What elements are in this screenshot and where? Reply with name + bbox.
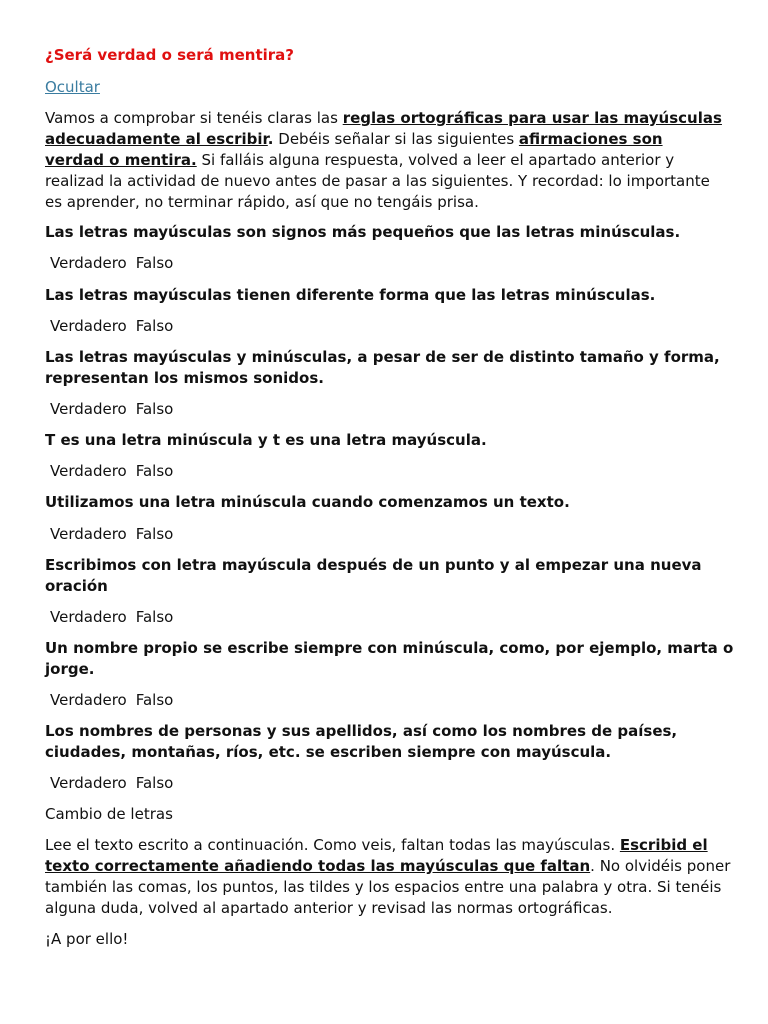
hide-link[interactable]: Ocultar xyxy=(45,78,100,96)
answer-false-7[interactable]: Falso xyxy=(135,691,174,709)
instructions-text-1: Lee el texto escrito a continuación. Como veis, faltan todas las mayúsculas. xyxy=(45,836,620,854)
question-3: Las letras mayúsculas y minúsculas, a pesar de ser de distinto tamaño y forma, representan los mismos sonidos. xyxy=(45,348,720,387)
instructions-bold-text: Escribid el texto correctamente añadiendo todas las mayúsculas que faltan xyxy=(45,836,708,875)
answers-6 xyxy=(50,607,173,627)
answers-8 xyxy=(50,773,173,793)
question-4: T es una letra minúscula y t es una letra mayúscula. xyxy=(45,431,487,449)
intro-text-3: Debéis señalar si las siguientes xyxy=(278,130,519,148)
intro-text-4: Si falláis alguna respuesta, volved a leer el apartado anterior y realizad la actividad de nuevo antes de pasar a las siguientes. Y recordad: lo importante es aprender, no terminar rápido, así que no tengáis prisa. xyxy=(45,151,710,211)
answer-false-3[interactable]: Falso xyxy=(135,400,174,418)
intro-bold-rules: reglas ortográficas para usar las mayúsculas adecuadamente al escribir. xyxy=(45,109,722,148)
intro-bold-rules-text: reglas ortográficas para usar las mayúsculas adecuadamente al escribir xyxy=(45,109,722,148)
answer-false-5[interactable]: Falso xyxy=(135,525,174,543)
answer-true-7[interactable]: Verdadero xyxy=(50,691,127,709)
section-heading: Cambio de letras xyxy=(45,805,173,823)
intro-bold-statements-text: afirmaciones son verdad o mentira. xyxy=(45,130,663,169)
question-8: Los nombres de personas y sus apellidos, así como los nombres de países, ciudades, montañas, ríos, etc. se escriben siempre con mayúscula. xyxy=(45,722,678,761)
answers-3 xyxy=(50,399,173,419)
answer-false-4[interactable]: Falso xyxy=(135,462,174,480)
answer-false-2[interactable]: Falso xyxy=(135,317,174,335)
answer-false-8[interactable]: Falso xyxy=(135,774,174,792)
question-5: Utilizamos una letra minúscula cuando comenzamos un texto. xyxy=(45,493,570,511)
answer-true-8[interactable]: Verdadero xyxy=(50,774,127,792)
answers-5 xyxy=(50,524,173,544)
answer-false-6[interactable]: Falso xyxy=(135,608,174,626)
question-2: Las letras mayúsculas tienen diferente forma que las letras minúsculas. xyxy=(45,286,656,304)
answer-true-2[interactable]: Verdadero xyxy=(50,317,127,335)
answers-2 xyxy=(50,316,173,336)
closing-text: ¡A por ello! xyxy=(45,930,129,948)
question-7: Un nombre propio se escribe siempre con minúscula, como, por ejemplo, marta o jorge. xyxy=(45,639,734,678)
question-1: Las letras mayúsculas son signos más pequeños que las letras minúsculas. xyxy=(45,223,681,241)
answer-true-1[interactable]: Verdadero xyxy=(50,254,127,272)
intro-paragraph xyxy=(45,108,725,213)
answers-7 xyxy=(50,690,173,710)
question-6: Escribimos con letra mayúscula después de un punto y al empezar una nueva oración xyxy=(45,556,702,595)
answer-true-6[interactable]: Verdadero xyxy=(50,608,127,626)
answer-true-3[interactable]: Verdadero xyxy=(50,400,127,418)
instructions-paragraph xyxy=(45,835,735,919)
answer-true-4[interactable]: Verdadero xyxy=(50,462,127,480)
intro-text-1: Vamos a comprobar si tenéis claras las xyxy=(45,109,343,127)
answers-1 xyxy=(50,253,173,273)
instructions-text-2: . No olvidéis poner también las comas, los puntos, las tildes y los espacios entre una palabra y otra. Si tenéis alguna duda, volved al apartado anterior y revisad las normas ortográficas. xyxy=(45,857,731,917)
answer-true-5[interactable]: Verdadero xyxy=(50,525,127,543)
page-title: ¿Será verdad o será mentira? xyxy=(45,46,294,64)
answers-4 xyxy=(50,461,173,481)
answer-false-1[interactable]: Falso xyxy=(135,254,174,272)
